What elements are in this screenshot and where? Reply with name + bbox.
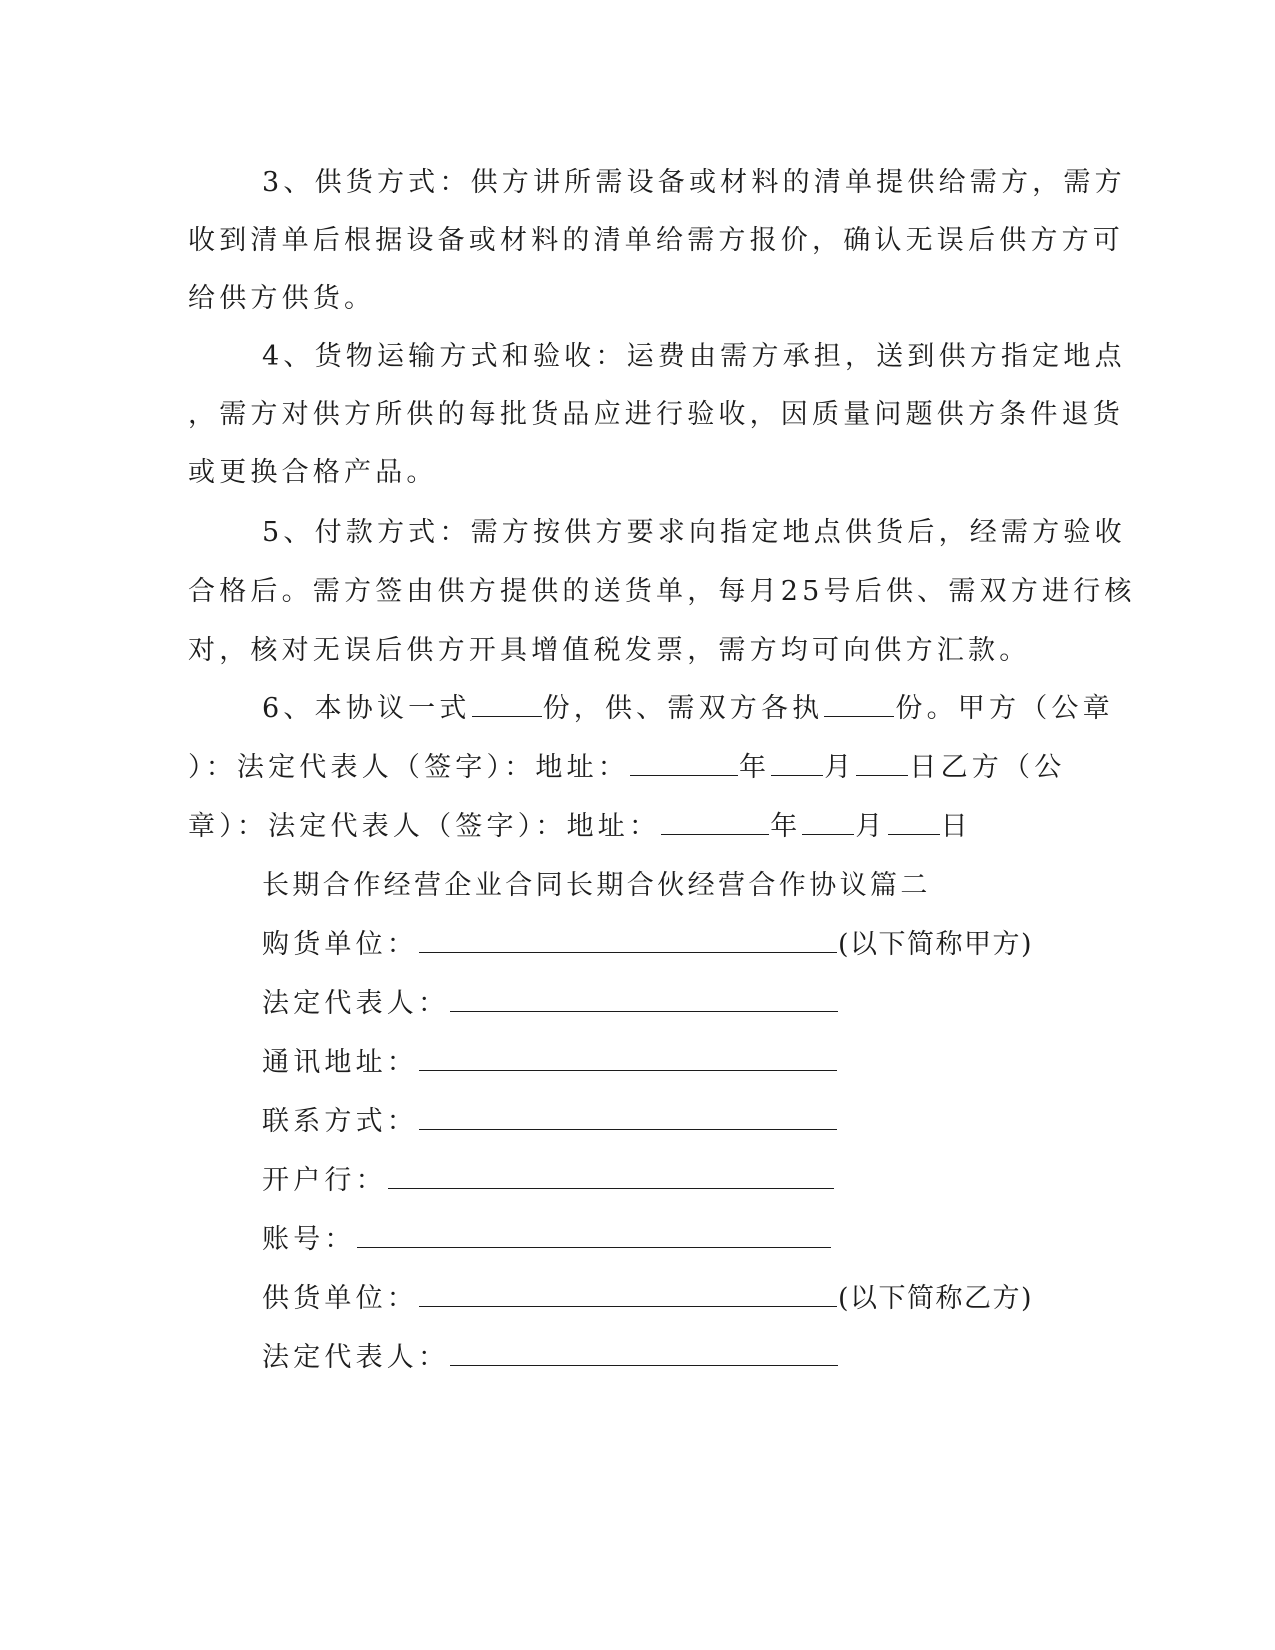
account-label: 账号： bbox=[262, 1224, 356, 1255]
party-a-month-label: 月 bbox=[824, 752, 856, 783]
legal-rep-label: 法定代表人： bbox=[262, 988, 450, 1019]
account-field-row bbox=[262, 1222, 1162, 1258]
address-label: 通讯地址： bbox=[262, 1047, 418, 1078]
buyer-label: 购货单位： bbox=[262, 929, 418, 960]
legal-rep-field-row bbox=[262, 986, 1162, 1022]
clause-6-text-b: 份，供、需双方各执 bbox=[542, 693, 824, 724]
party-b-month-label: 月 bbox=[855, 811, 887, 842]
copies-total-blank[interactable] bbox=[472, 694, 542, 717]
party-b-month-blank[interactable] bbox=[802, 812, 854, 835]
bank-field-row bbox=[262, 1163, 1162, 1199]
section-title: 长期合作经营企业合同长期合伙经营合作协议篇二 bbox=[262, 870, 931, 901]
buyer-suffix: (以下简称甲方) bbox=[838, 929, 1034, 960]
clause-6-line-1 bbox=[262, 691, 1162, 727]
party-a-text: ）：法定代表人（签字）：地址： bbox=[188, 752, 629, 783]
buyer-field-row bbox=[262, 927, 1162, 963]
supplier-legal-rep-input-line[interactable] bbox=[450, 1343, 838, 1366]
party-b-day-blank[interactable] bbox=[888, 812, 940, 835]
contact-input-line[interactable] bbox=[419, 1107, 837, 1130]
clause-5-line-1: 5、付款方式：需方按供方要求向指定地点供货后，经需方验收 bbox=[262, 517, 1126, 548]
supplier-field-row bbox=[262, 1281, 1162, 1317]
clause-4-line-3: 或更换合格产品。 bbox=[188, 457, 438, 488]
clause-6-line-3 bbox=[188, 809, 1088, 845]
party-b-text: 章）：法定代表人（签字）：地址： bbox=[188, 811, 661, 842]
clause-5-line-3: 对，核对无误后供方开具增值税发票，需方均可向供方汇款。 bbox=[188, 635, 1031, 666]
supplier-suffix: (以下简称乙方) bbox=[838, 1283, 1034, 1314]
clause-3-line-2: 收到清单后根据设备或材料的清单给需方报价，确认无误后供方方可 bbox=[188, 225, 1124, 256]
party-b-address-blank[interactable] bbox=[661, 812, 769, 835]
address-field-row bbox=[262, 1045, 1162, 1081]
party-a-day-blank[interactable] bbox=[856, 753, 908, 776]
clause-5-line-2: 合格后。需方签由供方提供的送货单，每月25号后供、需双方进行核 bbox=[188, 576, 1136, 607]
address-input-line[interactable] bbox=[419, 1048, 837, 1071]
bank-label: 开户行： bbox=[262, 1165, 387, 1196]
party-a-year-label: 年 bbox=[739, 752, 771, 783]
clause-4-line-2: ，需方对供方所供的每批货品应进行验收，因质量问题供方条件退货 bbox=[188, 399, 1124, 430]
party-a-day-label: 日乙方（公 bbox=[909, 752, 1066, 783]
party-a-month-blank[interactable] bbox=[771, 753, 823, 776]
clause-6-line-2 bbox=[188, 750, 1088, 786]
contact-field-row bbox=[262, 1104, 1162, 1140]
supplier-label: 供货单位： bbox=[262, 1283, 418, 1314]
account-input-line[interactable] bbox=[357, 1225, 831, 1248]
clause-3-line-1: 3、供货方式：供方讲所需设备或材料的清单提供给需方，需方 bbox=[262, 167, 1126, 198]
copies-each-blank[interactable] bbox=[824, 694, 894, 717]
party-b-year-label: 年 bbox=[770, 811, 802, 842]
buyer-input-line[interactable] bbox=[419, 930, 837, 953]
party-b-day-label: 日 bbox=[940, 811, 972, 842]
supplier-input-line[interactable] bbox=[419, 1284, 837, 1307]
party-a-address-blank[interactable] bbox=[630, 753, 738, 776]
clause-6-text-c: 份。甲方（公章 bbox=[895, 693, 1114, 724]
contact-label: 联系方式： bbox=[262, 1106, 418, 1137]
supplier-legal-rep-field-row bbox=[262, 1340, 1162, 1376]
legal-rep-input-line[interactable] bbox=[450, 989, 838, 1012]
clause-4-line-1: 4、货物运输方式和验收：运费由需方承担，送到供方指定地点 bbox=[262, 341, 1126, 372]
clause-6-text-a: 6、本协议一式 bbox=[262, 693, 471, 724]
bank-input-line[interactable] bbox=[388, 1166, 834, 1189]
supplier-legal-rep-label: 法定代表人： bbox=[262, 1342, 450, 1373]
clause-3-line-3: 给供方供货。 bbox=[188, 283, 376, 314]
